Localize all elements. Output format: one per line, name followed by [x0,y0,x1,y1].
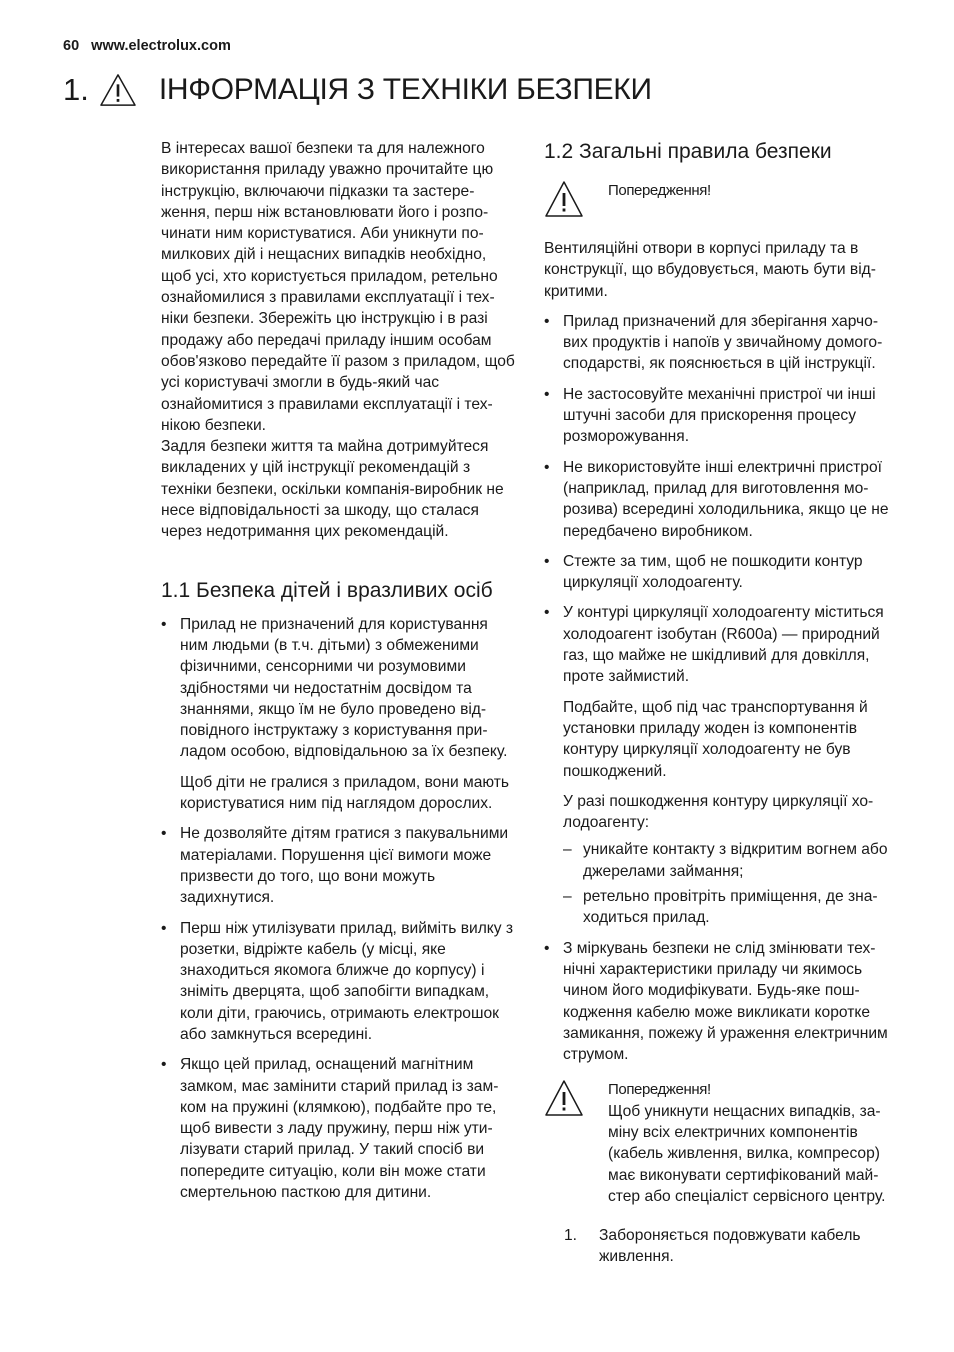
children-safety-list [161,614,517,1204]
general-safety-list [544,311,894,1066]
chapter-title-text: ІНФОРМАЦІЯ З ТЕХНІКИ БЕЗПЕКИ [158,73,652,106]
intro-paragraph-1: В інтересах вашої безпеки та для належного використання приладу уважно прочитайте цю інструкцію, включаючи підказки та застереження, перш ніж встановлювати його і розпочинати ним користуватися. Аби уникнути помилкових дій і нещасних випадків необхідно, щоб усі, хто користується приладом, ретельно ознайомилися з правилами експлуатації і техніки безпеки. Збережіть цю інструкцію і в разі продажу або передачі приладу іншим особам обов'язково передайте її разом з приладом, щоб усі користувачі змогли в будь-який час ознайомитися з правилами експлуатації і технікою безпеки. [161,140,515,434]
list-item: • Прилад не призначений для користування ним людьми (в т.ч. дітьми) з обмеженими фізичними, сенсорними чи розумовими здібностями чи недостатнім досвідом та знаннями, якщо їм не було проведено відповідного інструктажу з користування приладом особою, відповідальною за їх безпеку. Щоб діти не гралися з приладом, вони мають користуватися ним під наглядом дорослих. [161,614,517,815]
list-item: • Не використовуйте інші електричні пристрої (наприклад, прилад для виготовлення морозива) всередині холодильника, якщо це не передбачено виробником. [544,457,894,542]
section-title: Безпека дітей і вразливих осіб [196,578,493,602]
section-number: 1.2 [544,140,574,163]
left-column [161,138,517,1203]
warning-text: Щоб уникнути нещасних випадків, заміну всіх електричних компонентів (кабель живлення, вилка, компресор) має виконувати сертифікований майстер або спеціаліст сервісного центру. [608,1102,886,1205]
list-item: • У контурі циркуляції холодоагенту міститься холодоагент ізобутан (R600a) — природний газ, що майже не шкідливий для довкілля, проте займистий. Подбайте, щоб під час транспортування й установки приладу жоден із компонентів контуру циркуляції холодоагенту не був пошкоджений. У разі пошкодження контуру циркуляції холодоагенту: – уникайте контакту з відкритим вогнем або джерелами займання; – ретельно провітріть приміщення, де знаходиться прилад. [544,602,894,928]
warning-triangle-icon [99,73,137,107]
warning-triangle-icon [544,1079,584,1117]
list-item: • Не дозволяйте дітям гратися з пакувальними матеріалами. Порушення цієї вимоги може призвести до того, що вони можуть задихнутися. [161,823,517,908]
site-url: www.electrolux.com [91,38,231,54]
section-title: Загальні правила безпеки [579,140,832,163]
warning-label: Попередження! [608,182,711,199]
right-column [544,138,894,1268]
list-item: • З міркувань безпеки не слід змінювати технічні характеристики приладу чи якимось чином його модифікувати. Будь-яке пошкодження кабелю може викликати коротке замикання, пожежу й ураження електричним струмом. [544,938,894,1066]
warning-box [544,180,894,218]
section-heading-1-2 [544,138,894,166]
warning-box [544,1079,894,1207]
section-number: 1.1 [161,578,191,602]
section-heading-1-1 [161,577,517,605]
refrigerant-damage-list [563,839,894,928]
list-item: – ретельно провітріть приміщення, де знаходиться прилад. [563,886,894,929]
list-item: 1. Забороняється подовжувати кабель живлення. [564,1227,861,1266]
list-item: • Перш ніж утилізувати прилад, вийміть вилку з розетки, відріжте кабель (у місці, яке знаходиться якомога ближче до корпусу) і зніміть дверцята, щоб запобігти випадкам, коли діти, граючись, отримають електрошок або замкнуться всередині. [161,918,517,1046]
intro-paragraph-2: Задля безпеки життя та майна дотримуйтеся викладених у цій інструкції рекомендацій з техніки безпеки, оскільки компанія-виробник не несе відповідальності за шкоду, що сталася через недотримання цих рекомендацій. [161,438,504,541]
list-item: • Не застосовуйте механічні пристрої чи інші штучні засоби для прискорення процесу розморожування. [544,384,894,448]
numbered-list [564,1225,894,1268]
list-item: • Якщо цей прилад, оснащений магнітним замком, має замінити старий прилад із замком на пружині (клямкою), подбайте про те, щоб вивести з ладу пружину, перш ніж утилізувати старий прилад. У такий спосіб ви попередите ситуацію, коли він може стати смертельною пасткою для дитини. [161,1054,517,1203]
page-number: 60 [63,38,80,54]
warning-label: Попередження! [608,1081,711,1099]
chapter-number: 1. [63,72,89,107]
chapter-title [63,68,652,112]
list-item: – уникайте контакту з відкритим вогнем або джерелами займання; [563,839,894,882]
list-item: • Прилад призначений для зберігання харчових продуктів і напоїв у звичайному домогосподарстві, як пояснюється в цій інструкції. [544,311,894,375]
page-header [63,38,231,54]
ventilation-paragraph: Вентиляційні отвори в корпусі приладу та в конструкції, що вбудовується, мають бути відкритими. [544,240,876,300]
warning-triangle-icon [544,180,584,218]
list-item: • Стежте за тим, щоб не пошкодити контур циркуляції холодоагенту. [544,551,894,594]
